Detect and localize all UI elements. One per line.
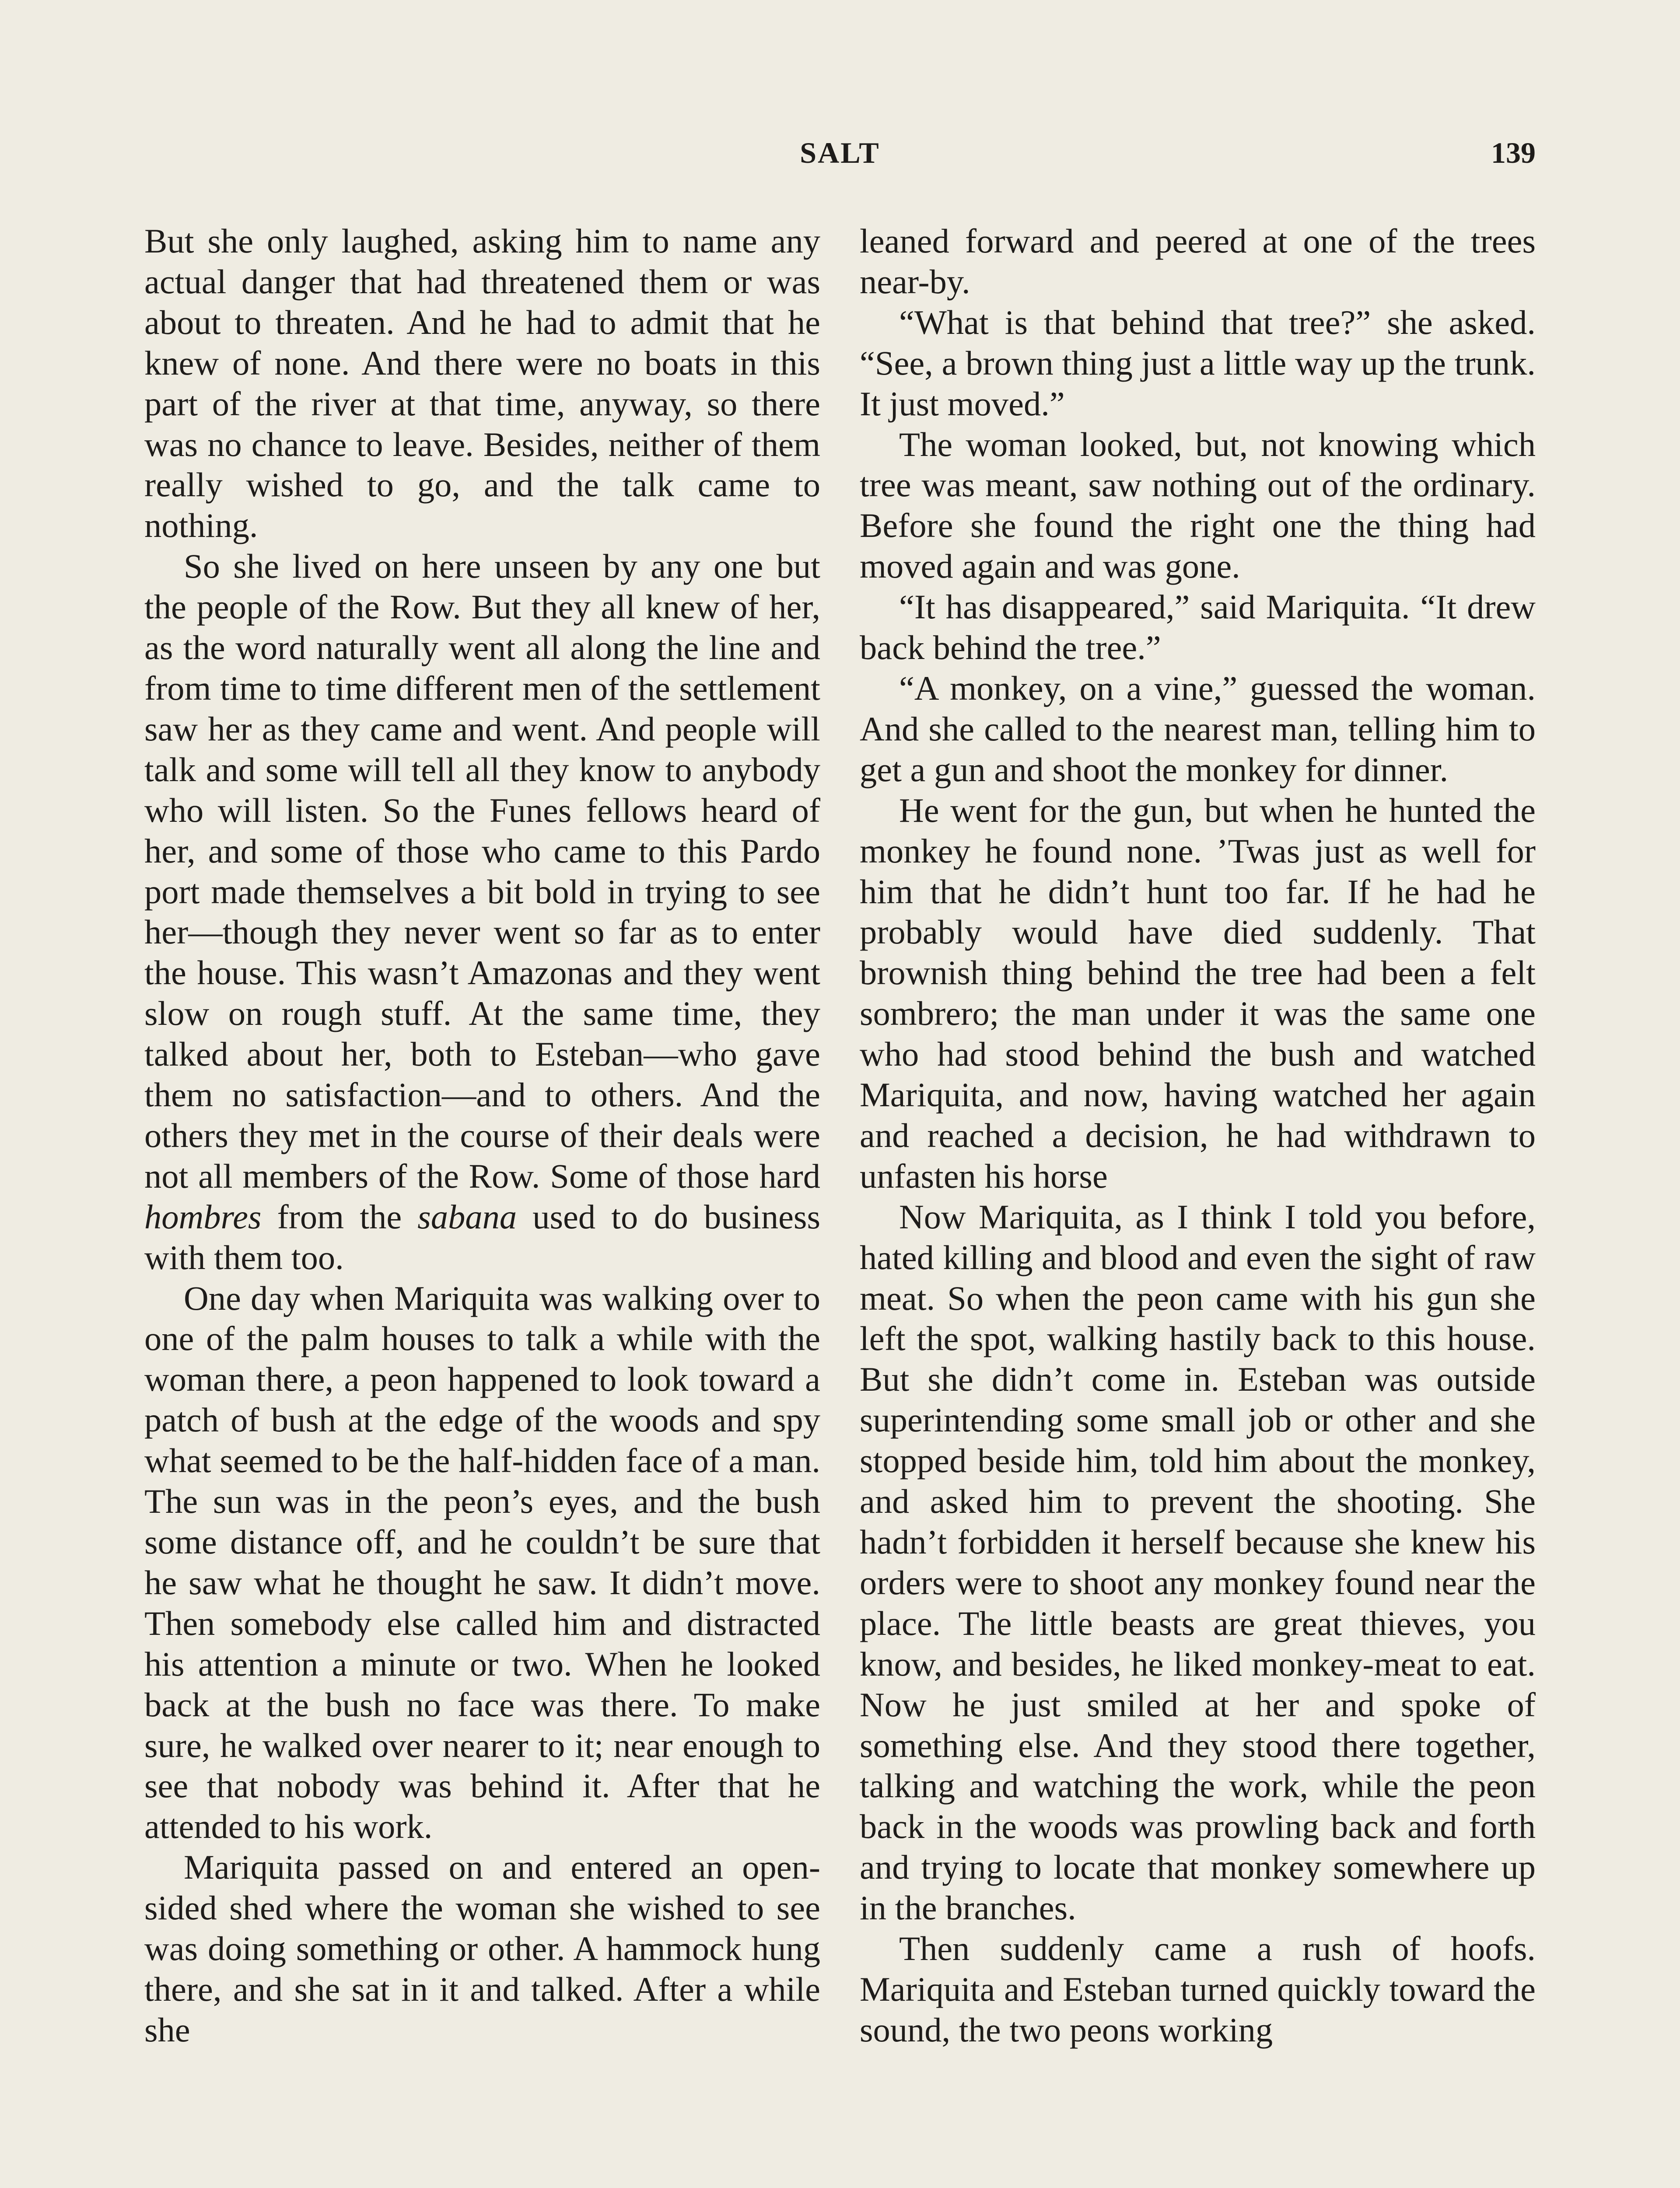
paragraph	[860, 587, 1536, 668]
paragraph	[860, 424, 1536, 587]
paragraph-text: He went for the gun, but when he hunted the monkey he found none. ’Twas just as well for him that he didn’t hunt too far. If he had he probably would have died suddenly. That brownish thing behind the tree had been a felt sombrero; the man under it was the same one who had stood behind the bush and watched Mariquita, and now, having watched her again and reached a decision, he had withdrawn to unfasten his horse	[860, 791, 1536, 1195]
paragraph	[860, 302, 1536, 424]
paragraph-text: “A monkey, on a vine,” guessed the woman. And she called to the nearest man, telling him to get a gun and shoot the monkey for dinner.	[860, 669, 1536, 789]
paragraph-text: leaned forward and peered at one of the trees near-by.	[860, 222, 1536, 301]
paragraph	[144, 221, 820, 546]
italic-text: hombres	[144, 1197, 262, 1236]
page-number: 139	[1491, 136, 1536, 169]
page-header	[144, 136, 1536, 184]
paragraph-text: So she lived on here unseen by any one but the people of the Row. But they all knew of her, as the word naturally went all along the line and from time to time different men of the settlement saw her as they came and went. And people will talk and some will tell all they know to anybody who will listen. So the Funes fellows heard of her, and some of those who came to this Pardo port made themselves a bit bold in trying to see her—though they never went so far as to enter the house. This wasn’t Amazonas and they went slow on rough stuff. At the same time, they talked about her, both to Esteban—who gave them no satisfaction—and to others. And the others they met in the course of their deals were not all members of the Row. Some of those hard	[144, 547, 820, 1195]
paragraph-text: Now Mariquita, as I think I told you before, hated killing and blood and even the sight of raw meat. So when the peon came with his gun she left the spot, walking hastily back to this house. But she didn’t come in. Esteban was outside superintending some small job or other and she stopped beside him, told him about the monkey, and asked him to prevent the shooting. She hadn’t forbidden it herself because she knew his orders were to shoot any monkey found near the place. The little beasts are great thieves, you know, and besides, he liked monkey-meat to eat. Now he just smiled at her and spoke of something else. And they stood there together, talking and watching the work, while the peon back in the woods was prowling back and forth and trying to locate that monkey somewhere up in the branches.	[860, 1197, 1536, 1927]
paragraph-text: “It has disappeared,” said Mariquita. “It drew back behind the tree.”	[860, 588, 1536, 667]
paragraph	[860, 1929, 1536, 2051]
paragraph-text: used to do business with them too.	[144, 1197, 821, 1276]
paragraph-text: One day when Mariquita was walking over to one of the palm houses to talk a while with the woman there, a peon happened to look toward a patch of bush at the edge of the woods and spy what seemed to be the half-hidden face of a man. The sun was in the peon’s eyes, and the bush some distance off, and he couldn’t be sure that he saw what he thought he saw. It didn’t move. Then somebody else called him and distracted his attention a minute or two. When he looked back at the bush no face was there. To make sure, he walked over nearer to it; near enough to see that nobody was behind it. After that he attended to his work.	[144, 1279, 820, 1846]
paragraph-text: Then suddenly came a rush of hoofs. Mariquita and Esteban turned quickly toward the sound, the two peons working	[860, 1929, 1536, 2049]
paragraph	[144, 1847, 820, 2051]
running-head: SALT	[800, 136, 880, 169]
paragraph	[860, 668, 1536, 790]
paragraph	[860, 790, 1536, 1197]
paragraph	[860, 221, 1536, 302]
right-column	[860, 221, 1536, 2051]
paragraph-text: The woman looked, but, not knowing which tree was meant, saw nothing out of the ordinary. Before she found the right one the thing had moved again and was gone.	[860, 425, 1536, 586]
paragraph	[144, 1278, 820, 1848]
paragraph-text: from the	[261, 1197, 418, 1236]
paragraph-text: But she only laughed, asking him to name any actual danger that had threatened them or was about to threaten. And he had to admit that he knew of none. And there were no boats in this part of the river at that time, anyway, so there was no chance to leave. Besides, neither of them really wished to go, and the talk came to nothing.	[144, 222, 820, 545]
paragraph-text: Mariquita passed on and entered an open-sided shed where the woman she wished to see was doing something or other. A hammock hung there, and she sat in it and talked. After a while she	[144, 1848, 820, 2049]
paragraph-text: “What is that behind that tree?” she asked. “See, a brown thing just a little way up the trunk. It just moved.”	[860, 303, 1536, 423]
left-column	[144, 221, 820, 2051]
italic-text: sabana	[417, 1197, 517, 1236]
paragraph	[144, 546, 820, 1278]
paragraph	[860, 1197, 1536, 1929]
